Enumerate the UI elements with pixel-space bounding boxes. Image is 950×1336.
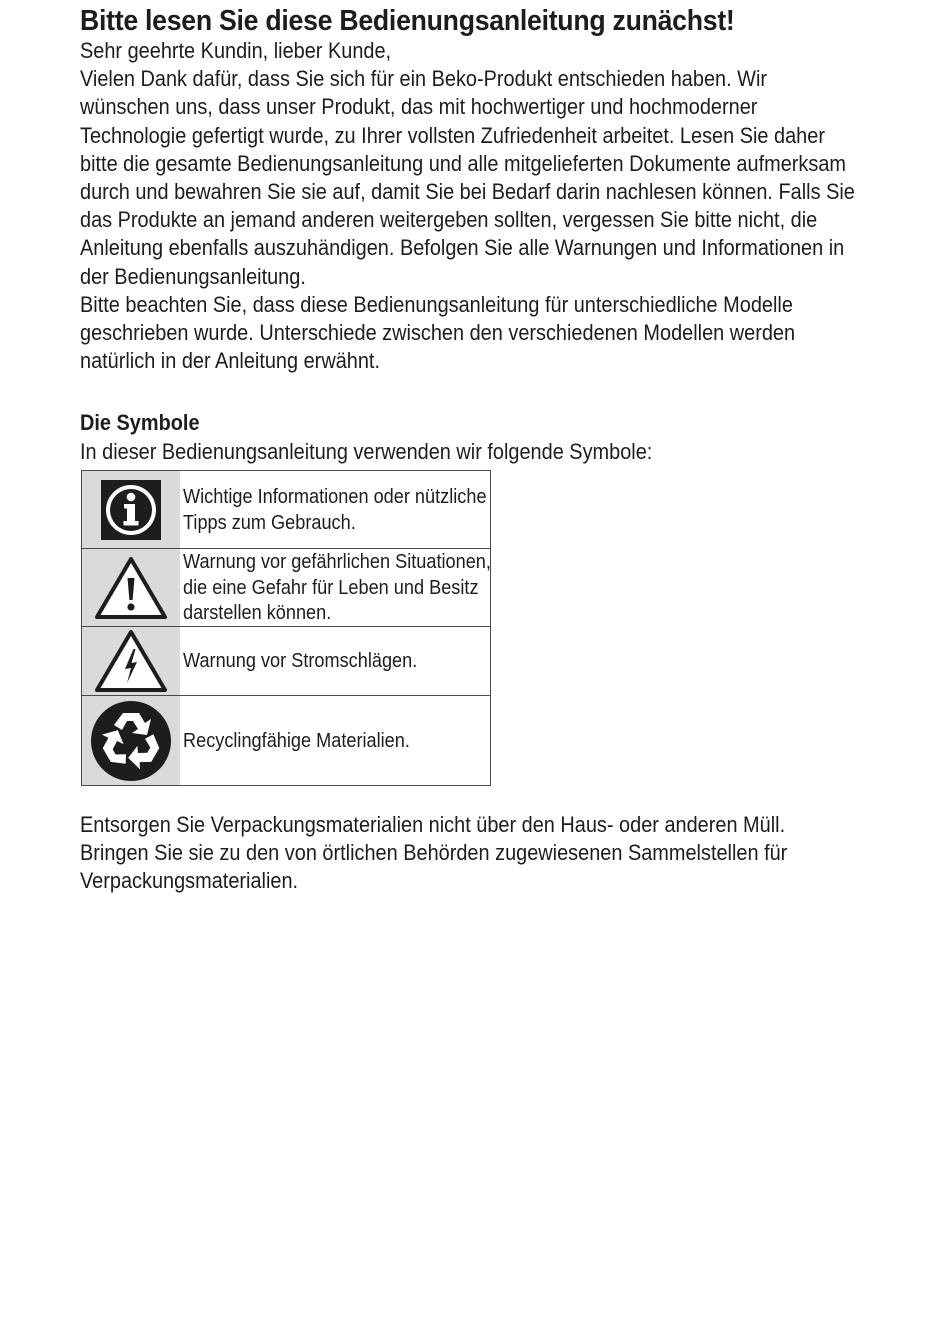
intro-section bbox=[80, 37, 859, 375]
symbol-description: Wichtige Informationen oder nützliche Tipps zum Gebrauch. bbox=[183, 485, 487, 534]
page-title: Bitte lesen Sie diese Bedienungsanleitung zunächst! bbox=[80, 5, 735, 37]
symbol-icon-cell bbox=[82, 549, 180, 626]
intro-paragraph: Vielen Dank dafür, dass Sie sich für ein Beko-Produkt entschieden haben. Wir wünschen uns, dass unser Produkt, das mit hochwertiger und hochmoderner Technologie gefertigt wurde, zu Ihrer vollsten Zufriedenheit arbeitet. Lesen Sie daher bitte die gesamte Bedienungsanleitung und alle mitgelieferten Dokumente aufmerksam durch und bewahren Sie sie auf, damit Sie bei Bedarf darin nachlesen können. Falls Sie das Produkte an jemand anderen weitergeben sollten, vergessen Sie bitte nicht, die Anleitung ebenfalls auszuhändigen. Befolgen Sie alle Warnungen und Informationen in der Bedienungsanleitung. bbox=[80, 66, 855, 289]
symbol-icon-cell bbox=[82, 627, 180, 695]
symbol-description: Warnung vor Stromschlägen. bbox=[183, 649, 418, 673]
symbol-row-electric bbox=[82, 626, 490, 695]
disposal-line-1: Entsorgen Sie Verpackungsmaterialien nicht über den Haus- oder anderen Müll. bbox=[80, 812, 786, 837]
symbols-heading: Die Symbole bbox=[80, 410, 200, 435]
warning-triangle-icon bbox=[94, 556, 168, 620]
recycling-icon bbox=[89, 699, 173, 783]
disposal-section bbox=[80, 811, 859, 896]
symbol-row-warning bbox=[82, 548, 490, 626]
models-note-paragraph: Bitte beachten Sie, dass diese Bedienungsanleitung für unterschiedliche Modelle geschrieben wurde. Unterschiede zwischen den verschiedenen Modellen werden natürlich in der Anleitung erwähnt. bbox=[80, 291, 796, 374]
symbol-icon-cell bbox=[82, 696, 180, 785]
info-icon bbox=[100, 479, 162, 541]
symbol-row-recycling bbox=[82, 695, 490, 785]
symbol-icon-cell bbox=[82, 471, 180, 548]
symbols-table bbox=[81, 470, 491, 786]
symbol-description: Recyclingfähige Materialien. bbox=[183, 728, 410, 752]
electric-shock-icon bbox=[94, 629, 168, 693]
symbols-intro bbox=[80, 438, 859, 466]
symbol-row-info bbox=[82, 471, 490, 548]
salutation: Sehr geehrte Kundin, lieber Kunde, bbox=[80, 38, 392, 63]
symbol-description: Warnung vor gefährlichen Situationen, die eine Gefahr für Leben und Besitz darstellen können. bbox=[183, 550, 491, 625]
disposal-line-2: Bringen Sie sie zu den von örtlichen Behörden zugewiesenen Sammelstellen für Verpackungsmaterialien. bbox=[80, 840, 788, 894]
symbols-intro-text: In dieser Bedienungsanleitung verwenden wir folgende Symbole: bbox=[80, 439, 653, 464]
